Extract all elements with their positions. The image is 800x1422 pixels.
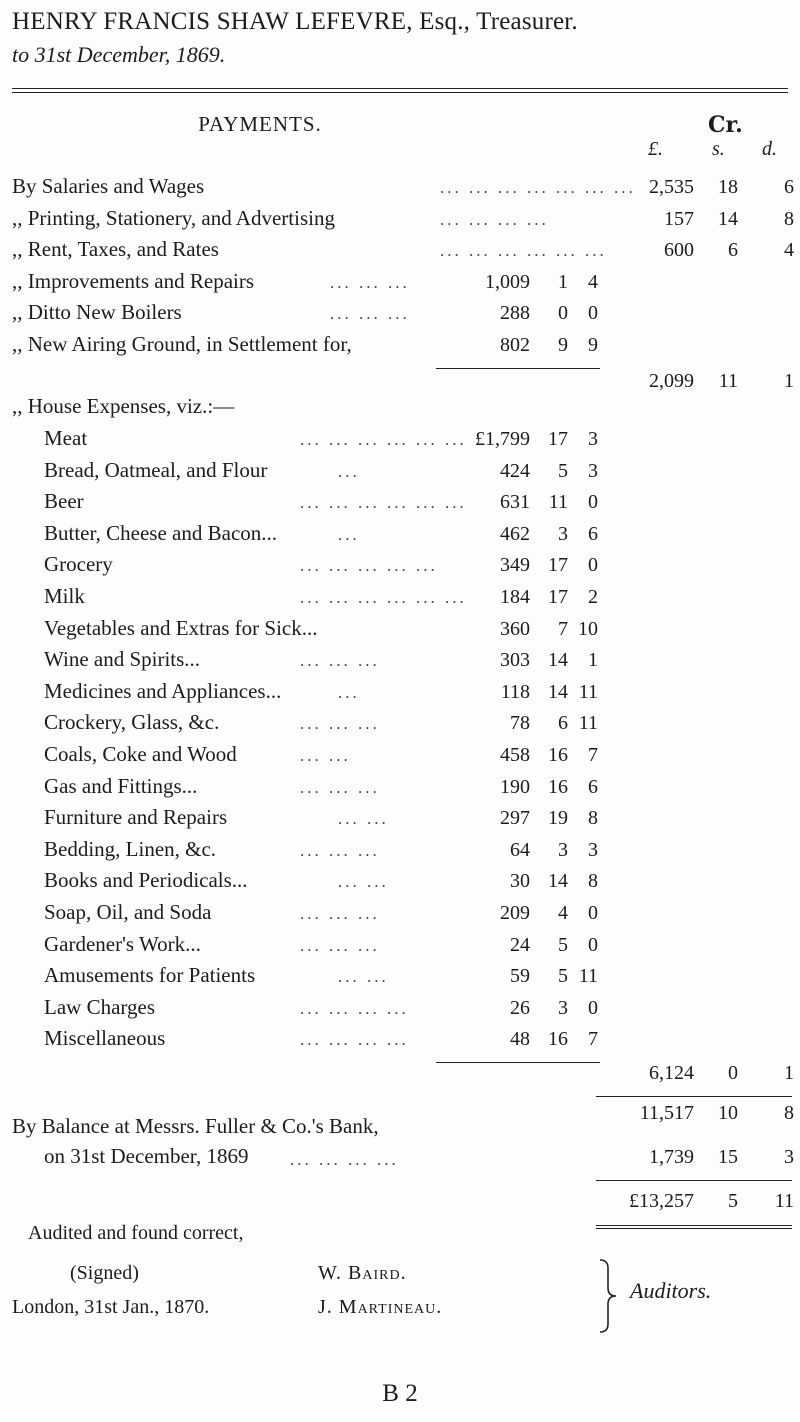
signed-label: (Signed) bbox=[70, 1262, 139, 1284]
auditors-brace bbox=[596, 1258, 618, 1334]
expense-row-2-shillings: 11 bbox=[548, 491, 568, 513]
expense-label: Vegetables and Extras for Sick... bbox=[44, 616, 318, 640]
payment-row-4-shillings: 0 bbox=[558, 302, 568, 324]
subtotal-rule-1 bbox=[436, 368, 600, 369]
expense-row-6-pounds: 360 bbox=[500, 618, 530, 640]
document-subtitle: to 31st December, 1869. bbox=[12, 42, 226, 67]
expense-row-4-shillings: 17 bbox=[548, 554, 568, 576]
expense-row-7-pounds: 303 bbox=[500, 649, 530, 671]
expense-row-8-shillings: 14 bbox=[548, 681, 568, 703]
payment-row-2-pounds: 600 bbox=[664, 239, 694, 261]
leader-dots: ... ... ... bbox=[300, 841, 380, 860]
expense-row-3-shillings: 3 bbox=[558, 523, 568, 545]
expense-label: Furniture and Repairs bbox=[44, 805, 228, 829]
subtotal-1-pounds: 2,099 bbox=[649, 370, 694, 392]
payment-label: ,, Printing, Stationery, and Advertising bbox=[12, 206, 335, 230]
expense-row-17-pounds: 59 bbox=[510, 965, 530, 987]
expense-label: Grocery bbox=[44, 552, 113, 576]
expense-label: Bedding, Linen, &c. bbox=[44, 837, 217, 861]
expense-row-16-pence: 0 bbox=[588, 934, 598, 956]
leader-dots: ... ... ... bbox=[300, 936, 380, 955]
expense-row-9-shillings: 6 bbox=[558, 712, 568, 734]
expense-row-19-pounds: 48 bbox=[510, 1028, 530, 1050]
expense-label: Amusements for Patients bbox=[44, 963, 256, 987]
payment-label: ,, Rent, Taxes, and Rates bbox=[12, 237, 219, 261]
leader-dots: ... ... ... ... bbox=[300, 1030, 409, 1049]
expense-label: Miscellaneous bbox=[44, 1026, 166, 1050]
leader-dots: ... ... ... bbox=[300, 778, 380, 797]
payment-row-2-pence: 4 bbox=[784, 239, 794, 261]
expense-row-17-shillings: 5 bbox=[558, 965, 568, 987]
payment-label: ,, New Airing Ground, in Settlement for, bbox=[12, 332, 352, 356]
leader-dots: ... ... ... bbox=[330, 273, 410, 292]
leader-dots: ... bbox=[338, 683, 360, 702]
expense-row-9-pounds: 78 bbox=[510, 712, 530, 734]
expense-row-2-pounds: 631 bbox=[500, 491, 530, 513]
subtotal-2-shillings: 0 bbox=[728, 1062, 738, 1084]
subtotal-3-pence: 8 bbox=[784, 1102, 794, 1124]
expense-row-13-pence: 3 bbox=[588, 839, 598, 861]
subtotal-3-pounds: 11,517 bbox=[639, 1102, 694, 1124]
expense-row-12-shillings: 19 bbox=[548, 807, 568, 829]
expense-row-5-pence: 2 bbox=[588, 586, 598, 608]
expense-label: Crockery, Glass, &c. bbox=[44, 710, 220, 734]
payment-row-3-pounds: 1,009 bbox=[485, 271, 530, 293]
expense-row-1-shillings: 5 bbox=[558, 460, 568, 482]
shillings-header: s. bbox=[712, 138, 725, 160]
grand-total-pence: 11 bbox=[774, 1190, 794, 1212]
expense-row-19-pence: 7 bbox=[588, 1028, 598, 1050]
house-expenses-heading: ,, House Expenses, viz.:— bbox=[12, 394, 235, 418]
expense-row-11-shillings: 16 bbox=[548, 776, 568, 798]
subtotal-2-pounds: 6,124 bbox=[649, 1062, 694, 1084]
payment-row-3-pence: 4 bbox=[588, 271, 598, 293]
expense-label: Medicines and Appliances... bbox=[44, 679, 282, 703]
expense-row-5-pounds: 184 bbox=[500, 586, 530, 608]
expense-row-5-shillings: 17 bbox=[548, 586, 568, 608]
expense-row-18-pence: 0 bbox=[588, 997, 598, 1019]
header-rule-top bbox=[12, 88, 788, 89]
expense-row-10-shillings: 16 bbox=[548, 744, 568, 766]
leader-dots: ... ... ... ... ... bbox=[300, 556, 438, 575]
leader-dots: ... ... ... ... ... ... bbox=[300, 430, 467, 449]
expense-row-1-pence: 3 bbox=[588, 460, 598, 482]
expense-label: Soap, Oil, and Soda bbox=[44, 900, 212, 924]
expense-row-7-pence: 1 bbox=[588, 649, 598, 671]
expense-row-0-pounds: £1,799 bbox=[475, 428, 530, 450]
subtotal-3-shillings: 10 bbox=[718, 1102, 738, 1124]
subtotal-1-shillings: 11 bbox=[718, 370, 738, 392]
expense-row-12-pounds: 297 bbox=[500, 807, 530, 829]
auditors-label: Auditors. bbox=[630, 1278, 712, 1303]
expense-row-11-pounds: 190 bbox=[500, 776, 530, 798]
leader-dots: ... ... ... bbox=[330, 304, 410, 323]
expense-row-14-pence: 8 bbox=[588, 870, 598, 892]
subtotal-1-pence: 1 bbox=[784, 370, 794, 392]
leader-dots: ... ... bbox=[338, 967, 389, 986]
payment-row-4-pence: 0 bbox=[588, 302, 598, 324]
expense-row-17-pence: 11 bbox=[578, 965, 598, 987]
page-marker: B 2 bbox=[382, 1380, 418, 1407]
expense-row-13-pounds: 64 bbox=[510, 839, 530, 861]
leader-dots: ... ... ... ... bbox=[290, 1150, 399, 1169]
payment-label: ,, Ditto New Boilers bbox=[12, 300, 182, 324]
expense-row-3-pence: 6 bbox=[588, 523, 598, 545]
payment-row-1-shillings: 14 bbox=[718, 208, 738, 230]
subtotal-rule-2 bbox=[436, 1062, 600, 1063]
leader-dots: ... ... ... ... ... ... bbox=[440, 241, 607, 260]
auditor-baird: W. Baird. bbox=[318, 1262, 407, 1284]
payment-row-5-shillings: 9 bbox=[558, 334, 568, 356]
expense-row-6-shillings: 7 bbox=[558, 618, 568, 640]
expense-row-10-pence: 7 bbox=[588, 744, 598, 766]
expense-row-15-shillings: 4 bbox=[558, 902, 568, 924]
payment-row-0-shillings: 18 bbox=[718, 176, 738, 198]
total-rule bbox=[596, 1180, 792, 1181]
expense-row-4-pounds: 349 bbox=[500, 554, 530, 576]
grand-total-shillings: 5 bbox=[728, 1190, 738, 1212]
audit-statement: Audited and found correct, bbox=[28, 1222, 244, 1244]
leader-dots: ... ... bbox=[300, 746, 351, 765]
subtotal-rule-3 bbox=[596, 1096, 792, 1097]
payment-row-0-pence: 6 bbox=[784, 176, 794, 198]
payments-heading: PAYMENTS. bbox=[198, 112, 322, 136]
payment-label: By Salaries and Wages bbox=[12, 174, 205, 198]
expense-row-18-pounds: 26 bbox=[510, 997, 530, 1019]
expense-label: Gardener's Work... bbox=[44, 932, 201, 956]
leader-dots: ... ... ... bbox=[300, 904, 380, 923]
expense-row-16-shillings: 5 bbox=[558, 934, 568, 956]
expense-label: Law Charges bbox=[44, 995, 155, 1019]
subtotal-2-pence: 1 bbox=[784, 1062, 794, 1084]
expense-row-7-shillings: 14 bbox=[548, 649, 568, 671]
payment-row-2-shillings: 6 bbox=[728, 239, 738, 261]
expense-row-9-pence: 11 bbox=[578, 712, 598, 734]
payment-row-4-pounds: 288 bbox=[500, 302, 530, 324]
payment-row-1-pence: 8 bbox=[784, 208, 794, 230]
expense-row-2-pence: 0 bbox=[588, 491, 598, 513]
expense-row-13-shillings: 3 bbox=[558, 839, 568, 861]
place-date: London, 31st Jan., 1870. bbox=[12, 1296, 210, 1318]
expense-row-1-pounds: 424 bbox=[500, 460, 530, 482]
expense-row-6-pence: 10 bbox=[578, 618, 598, 640]
expense-row-14-shillings: 14 bbox=[548, 870, 568, 892]
expense-row-8-pence: 11 bbox=[578, 681, 598, 703]
header-rule-bottom bbox=[12, 92, 788, 93]
payment-label: ,, Improvements and Repairs bbox=[12, 269, 255, 293]
balance-row-shillings: 15 bbox=[718, 1146, 738, 1168]
leader-dots: ... ... bbox=[338, 872, 389, 891]
leader-dots: ... ... ... ... ... ... bbox=[300, 588, 467, 607]
payment-row-3-shillings: 1 bbox=[558, 271, 568, 293]
expense-row-8-pounds: 118 bbox=[500, 681, 530, 703]
expense-row-15-pence: 0 bbox=[588, 902, 598, 924]
cr-heading: Cr. bbox=[708, 112, 743, 138]
total-double-rule-a bbox=[596, 1225, 792, 1226]
total-double-rule-b bbox=[596, 1228, 792, 1229]
expense-label: Butter, Cheese and Bacon... bbox=[44, 521, 278, 545]
pounds-header: £. bbox=[648, 138, 663, 160]
document-title: HENRY FRANCIS SHAW LEFEVRE, Esq., Treasurer. bbox=[12, 8, 578, 35]
expense-row-18-shillings: 3 bbox=[558, 997, 568, 1019]
expense-row-10-pounds: 458 bbox=[500, 744, 530, 766]
leader-dots: ... ... ... ... ... ... ... bbox=[440, 178, 636, 197]
payment-row-1-pounds: 157 bbox=[664, 208, 694, 230]
expense-row-0-shillings: 17 bbox=[548, 428, 568, 450]
expense-label: Meat bbox=[44, 426, 88, 450]
payment-row-5-pounds: 802 bbox=[500, 334, 530, 356]
expense-row-15-pounds: 209 bbox=[500, 902, 530, 924]
expense-label: Gas and Fittings... bbox=[44, 774, 198, 798]
expense-row-11-pence: 6 bbox=[588, 776, 598, 798]
expense-label: Milk bbox=[44, 584, 85, 608]
leader-dots: ... ... ... bbox=[300, 714, 380, 733]
expense-row-19-shillings: 16 bbox=[548, 1028, 568, 1050]
expense-label: Wine and Spirits... bbox=[44, 647, 201, 671]
leader-dots: ... ... ... ... bbox=[300, 999, 409, 1018]
expense-row-16-pounds: 24 bbox=[510, 934, 530, 956]
expense-label: Books and Periodicals... bbox=[44, 868, 248, 892]
expense-row-0-pence: 3 bbox=[588, 428, 598, 450]
leader-dots: ... ... ... bbox=[300, 651, 380, 670]
expense-label: Bread, Oatmeal, and Flour bbox=[44, 458, 268, 482]
grand-total-pounds: £13,257 bbox=[629, 1190, 694, 1212]
expense-row-14-pounds: 30 bbox=[510, 870, 530, 892]
expense-label: Beer bbox=[44, 489, 84, 513]
expense-row-4-pence: 0 bbox=[588, 554, 598, 576]
expense-row-12-pence: 8 bbox=[588, 807, 598, 829]
balance-line-2: on 31st December, 1869 bbox=[44, 1144, 249, 1168]
leader-dots: ... ... bbox=[338, 809, 389, 828]
expense-label: Coals, Coke and Wood bbox=[44, 742, 237, 766]
payment-row-0-pounds: 2,535 bbox=[649, 176, 694, 198]
pence-header: d. bbox=[762, 138, 777, 160]
balance-row-pounds: 1,739 bbox=[649, 1146, 694, 1168]
leader-dots: ... ... ... ... ... ... bbox=[300, 493, 467, 512]
payment-row-5-pence: 9 bbox=[588, 334, 598, 356]
balance-row-pence: 3 bbox=[784, 1146, 794, 1168]
leader-dots: ... bbox=[338, 525, 360, 544]
auditor-martineau: J. Martineau. bbox=[318, 1296, 443, 1318]
balance-line-1: By Balance at Messrs. Fuller & Co.'s Bank, bbox=[12, 1114, 379, 1138]
leader-dots: ... ... ... ... bbox=[440, 210, 549, 229]
expense-row-3-pounds: 462 bbox=[500, 523, 530, 545]
leader-dots: ... bbox=[338, 462, 360, 481]
